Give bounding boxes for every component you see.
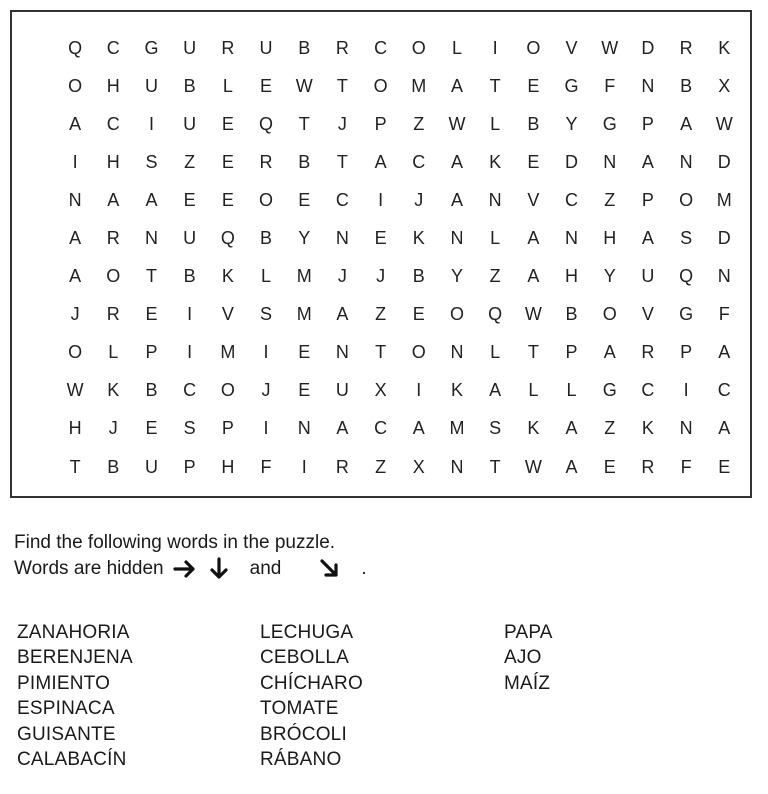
word-item: PAPA [504,622,553,643]
grid-cell[interactable]: K [221,266,234,287]
grid-cell[interactable]: A [69,113,82,134]
word-item: PIMIENTO [17,672,111,694]
instruction-line-2 [14,556,367,582]
grid-cell[interactable]: A [336,418,349,439]
grid-cell[interactable]: O [68,342,83,363]
grid-cell[interactable]: N [335,228,349,249]
grid-cell[interactable]: B [298,37,311,58]
grid-cell[interactable]: J [337,113,347,134]
grid-cell[interactable]: E [527,151,540,172]
grid-cell[interactable]: M [296,304,312,325]
grid-cell[interactable]: N [144,228,158,249]
word-list-column-3 [504,620,553,696]
grid-cell[interactable]: B [527,113,540,134]
grid-cell[interactable]: B [107,456,120,477]
grid-cell[interactable]: Q [679,266,694,287]
grid-cell[interactable]: M [411,75,427,96]
grid-cell[interactable]: N [488,189,502,210]
word-list-column-2 [260,620,363,772]
grid-cell[interactable]: H [221,456,235,477]
instruction-line-1: Find the following words in the puzzle. [14,532,336,553]
grid-cell[interactable]: C [565,189,579,210]
grid-cell[interactable]: U [259,37,273,58]
grid-cell[interactable]: Q [68,37,83,58]
grid-cell[interactable]: K [489,151,502,172]
grid-cell[interactable]: I [72,151,78,172]
grid-cell[interactable]: Y [450,266,463,287]
grid-cell[interactable]: L [108,342,119,363]
grid-cell[interactable]: K [641,418,654,439]
grid-cell[interactable]: L [566,380,577,401]
grid-cell[interactable]: E [718,456,731,477]
grid-cell[interactable]: X [412,456,425,477]
grid-cell[interactable]: B [183,266,196,287]
grid-cell[interactable]: N [450,456,464,477]
grid-cell[interactable]: G [602,380,617,401]
grid-cell[interactable]: A [680,113,693,134]
grid-cell[interactable]: B [145,380,158,401]
grid-cell[interactable]: E [145,304,158,325]
grid-cell[interactable]: T [527,342,539,363]
grid-cell[interactable]: O [602,304,617,325]
grid-cell[interactable]: A [527,228,540,249]
grid-cell[interactable]: Z [413,113,425,134]
grid-cell[interactable]: A [145,189,158,210]
grid-cell[interactable]: H [603,228,617,249]
grid-cell[interactable]: H [106,75,120,96]
grid-cell[interactable]: L [490,228,501,249]
grid-cell[interactable]: N [450,228,464,249]
grid-cell[interactable]: O [259,189,274,210]
word-item: CEBOLLA [260,647,350,669]
grid-cell[interactable]: B [298,151,311,172]
grid-cell[interactable]: I [492,37,498,58]
grid-cell[interactable]: E [221,151,234,172]
grid-cell[interactable]: D [717,151,731,172]
instruction-and-text: and [249,558,282,579]
grid-cell[interactable]: H [106,151,120,172]
grid-cell[interactable]: E [221,113,234,134]
grid-cell[interactable]: S [489,418,502,439]
grid-cell[interactable]: J [108,418,118,439]
grid-cell[interactable]: B [260,228,273,249]
grid-cell[interactable]: M [296,266,312,287]
grid-cell[interactable]: A [450,151,463,172]
grid-cell[interactable]: R [221,37,235,58]
grid-cell[interactable]: S [145,151,158,172]
grid-cell[interactable]: I [683,380,689,401]
grid-cell[interactable]: A [107,189,120,210]
grid-cell[interactable]: A [450,189,463,210]
grid-cell[interactable]: W [601,37,619,58]
grid-cell[interactable]: O [68,75,83,96]
grid-cell[interactable]: T [489,75,501,96]
word-item: CHÍCHARO [260,672,363,694]
grid-cell[interactable]: R [335,456,349,477]
grid-cell[interactable]: P [641,189,654,210]
grid-cell[interactable]: I [263,342,269,363]
grid-cell[interactable]: Z [184,151,196,172]
grid-cell[interactable]: I [301,456,307,477]
grid-cell[interactable]: O [411,37,426,58]
grid-cell[interactable]: T [375,342,387,363]
grid-cell[interactable]: W [66,380,84,401]
grid-cell[interactable]: J [261,380,271,401]
grid-cell[interactable]: A [641,151,654,172]
grid-cell[interactable]: N [679,151,693,172]
grid-cell[interactable]: A [412,418,425,439]
grid-cell[interactable]: G [144,37,159,58]
grid-cell[interactable]: U [183,37,197,58]
word-item: CALABACÍN [17,749,127,771]
grid-cell[interactable]: Q [220,228,235,249]
grid-cell[interactable]: P [374,113,387,134]
grid-cell[interactable]: O [526,37,541,58]
grid-cell[interactable]: B [183,75,196,96]
grid-cell[interactable]: S [260,304,273,325]
grid-cell[interactable]: E [527,75,540,96]
grid-cell[interactable]: C [106,113,120,134]
arrow-down-icon [206,557,232,581]
grid-cell[interactable]: Z [375,456,387,477]
grid-cell[interactable]: N [565,228,579,249]
grid-cell[interactable]: F [680,456,692,477]
grid-cell[interactable]: U [144,75,158,96]
grid-cell[interactable]: B [412,266,425,287]
word-list-column-1 [17,620,133,772]
grid-cell[interactable]: W [524,304,542,325]
grid-cell[interactable]: L [528,380,539,401]
grid-cell[interactable]: G [679,304,694,325]
grid-cell[interactable]: V [221,304,234,325]
grid-cell[interactable]: Y [298,228,311,249]
grid-cell[interactable]: Z [489,266,501,287]
grid-cell[interactable]: C [641,380,655,401]
grid-cell[interactable]: T [69,456,81,477]
grid-cell[interactable]: Z [604,418,616,439]
grid-cell[interactable]: N [603,151,617,172]
grid-cell[interactable]: U [641,266,655,287]
grid-cell[interactable]: K [450,380,463,401]
grid-cell[interactable]: T [145,266,157,287]
grid-cell[interactable]: O [106,266,121,287]
grid-cell[interactable]: Y [565,113,578,134]
grid-cell[interactable]: C [374,418,388,439]
puzzle-box [10,10,752,498]
word-item: ZANAHORIA [17,622,130,643]
grid-cell[interactable]: I [148,113,154,134]
grid-cell[interactable]: I [416,380,422,401]
grid-cell[interactable]: E [603,456,616,477]
grid-cell[interactable]: I [187,304,193,325]
grid-cell[interactable]: A [69,266,82,287]
grid-cell[interactable]: R [259,151,273,172]
grid-cell[interactable]: R [641,456,655,477]
grid-cell[interactable]: E [374,228,387,249]
grid-cell[interactable]: A [641,228,654,249]
grid-cell[interactable]: R [106,304,120,325]
arrow-right-icon [172,557,198,581]
grid-cell[interactable]: C [106,37,120,58]
grid-cell[interactable]: P [183,456,196,477]
grid-cell[interactable]: E [298,342,311,363]
grid-cell[interactable]: N [450,342,464,363]
grid-cell[interactable]: Z [375,304,387,325]
grid-cell[interactable]: I [187,342,193,363]
grid-cell[interactable]: A [69,228,82,249]
grid-cell[interactable]: K [107,380,120,401]
instruction-period: . [361,558,367,579]
grid-cell[interactable]: C [183,380,197,401]
grid-cell[interactable]: E [260,75,273,96]
grid-cell[interactable]: L [490,113,501,134]
grid-cell[interactable]: P [641,113,654,134]
word-item: AJO [504,647,542,669]
grid-cell[interactable]: J [337,266,347,287]
grid-cell[interactable]: X [374,380,387,401]
grid-cell[interactable]: Q [488,304,503,325]
grid-cell[interactable]: H [565,266,579,287]
grid-cell[interactable]: A [489,380,502,401]
grid-cell[interactable]: T [336,75,348,96]
grid-cell[interactable]: T [489,456,501,477]
grid-cell[interactable]: C [412,151,426,172]
grid-cell[interactable]: F [260,456,272,477]
grid-cell[interactable]: Y [603,266,616,287]
instruction-hidden-text: Words are hidden [14,558,164,579]
grid-cell[interactable]: M [449,418,465,439]
word-item: GUISANTE [17,723,116,745]
grid-cell[interactable]: E [412,304,425,325]
grid-cell[interactable]: U [183,228,197,249]
grid-cell[interactable]: F [604,75,616,96]
grid-cell[interactable]: O [679,189,694,210]
grid-cell[interactable]: K [527,418,540,439]
grid-cell[interactable]: T [298,113,310,134]
grid-cell[interactable]: A [718,342,731,363]
grid-cell[interactable]: S [183,418,196,439]
grid-cell[interactable]: A [565,418,578,439]
grid-cell[interactable]: K [412,228,425,249]
word-item: MAÍZ [504,672,551,694]
grid-cell[interactable]: C [717,380,731,401]
grid-cell[interactable]: W [295,75,313,96]
grid-cell[interactable]: U [183,113,197,134]
grid-cell[interactable]: N [679,418,693,439]
grid-cell[interactable]: A [336,304,349,325]
grid-cell[interactable]: M [716,189,732,210]
grid-cell[interactable]: J [414,189,424,210]
grid-cell[interactable]: A [374,151,387,172]
grid-cell[interactable]: R [335,37,349,58]
grid-cell[interactable]: E [221,189,234,210]
grid-cell[interactable]: V [565,37,578,58]
grid-cell[interactable]: T [336,151,348,172]
grid-cell[interactable]: O [411,342,426,363]
grid-cell[interactable]: A [718,418,731,439]
grid-cell[interactable]: I [263,418,269,439]
arrow-down-right-icon [317,557,343,581]
word-item: BRÓCOLI [260,723,347,745]
grid-cell[interactable]: A [527,266,540,287]
grid-cell[interactable]: U [144,456,158,477]
grid-cell[interactable]: O [220,380,235,401]
grid-cell[interactable]: N [641,75,655,96]
grid-cell[interactable]: V [641,304,654,325]
word-item: BERENJENA [17,647,133,669]
grid-cell[interactable]: E [145,418,158,439]
grid-cell[interactable]: E [183,189,196,210]
grid-cell[interactable]: B [565,304,578,325]
grid-cell[interactable]: N [335,342,349,363]
grid-cell[interactable]: F [718,304,730,325]
grid-cell[interactable]: P [680,342,693,363]
grid-cell[interactable]: W [715,113,733,134]
grid-cell[interactable]: W [448,113,466,134]
grid-cell[interactable]: A [450,75,463,96]
word-item: TOMATE [260,698,339,720]
grid-cell[interactable]: N [68,189,82,210]
grid-cell[interactable]: X [718,75,731,96]
grid-cell[interactable]: O [373,75,388,96]
grid-cell[interactable]: Z [604,189,616,210]
word-item: LECHUGA [260,622,354,643]
grid-cell[interactable]: P [565,342,578,363]
grid-cell[interactable]: C [335,189,349,210]
grid-cell[interactable]: N [297,418,311,439]
grid-cell[interactable]: G [602,113,617,134]
word-item: ESPINACA [17,698,115,720]
grid-cell[interactable]: C [374,37,388,58]
grid-cell[interactable]: R [679,37,693,58]
grid-cell[interactable]: O [449,304,464,325]
grid-cell[interactable]: B [680,75,693,96]
grid-cell[interactable]: U [335,380,349,401]
grid-cell[interactable]: I [378,189,384,210]
grid-cell[interactable]: V [527,189,540,210]
grid-cell[interactable]: E [298,380,311,401]
instructions [14,530,367,582]
grid-cell[interactable]: L [222,75,233,96]
grid-cell[interactable]: D [641,37,655,58]
grid-cell[interactable]: W [524,456,542,477]
grid-cell[interactable]: R [641,342,655,363]
grid-cell[interactable]: R [106,228,120,249]
grid-cell[interactable]: Q [259,113,274,134]
grid-cell[interactable]: K [718,37,731,58]
grid-cell[interactable]: S [680,228,693,249]
grid-cell[interactable]: L [490,342,501,363]
grid-cell[interactable]: P [221,418,234,439]
grid-cell[interactable]: G [564,75,579,96]
grid-cell[interactable]: L [451,37,462,58]
grid-cell[interactable]: A [565,456,578,477]
grid-cell[interactable]: P [145,342,158,363]
grid-cell[interactable]: D [717,228,731,249]
grid-cell[interactable]: J [70,304,80,325]
grid-cell[interactable]: N [717,266,731,287]
word-item: RÁBANO [260,749,342,771]
grid-cell[interactable]: J [376,266,386,287]
grid-cell[interactable]: M [220,342,236,363]
letter-grid [56,29,743,486]
grid-cell[interactable]: D [565,151,579,172]
grid-cell[interactable]: H [68,418,82,439]
grid-cell[interactable]: A [603,342,616,363]
grid-cell[interactable]: E [298,189,311,210]
grid-cell[interactable]: L [261,266,272,287]
